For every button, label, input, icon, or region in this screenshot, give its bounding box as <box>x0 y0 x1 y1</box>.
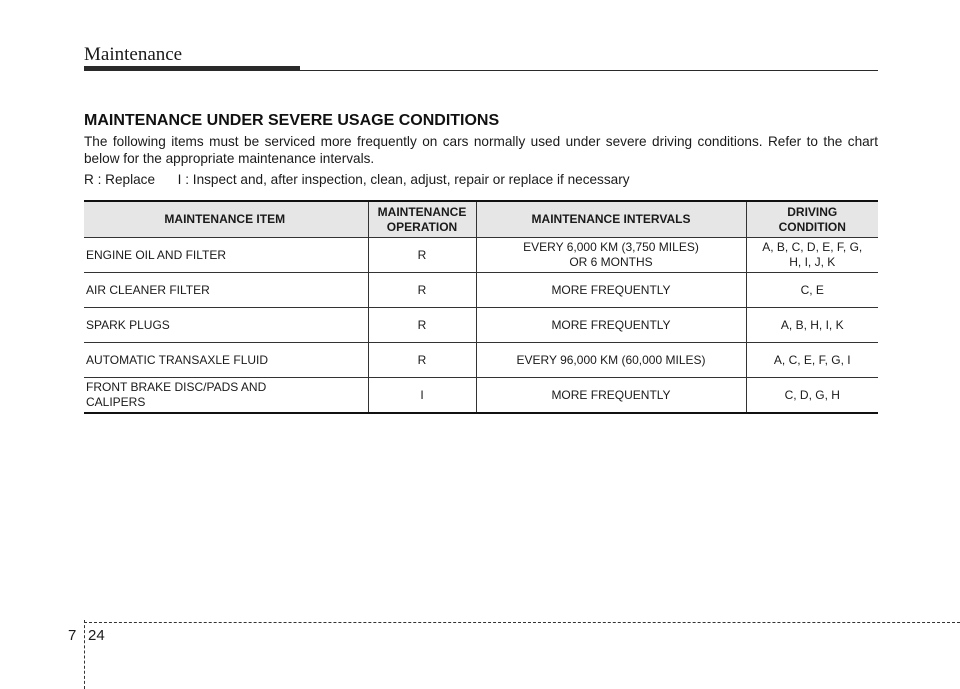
page-title: MAINTENANCE UNDER SEVERE USAGE CONDITIONS <box>84 112 500 129</box>
col-header-operation: MAINTENANCE OPERATION <box>368 201 476 238</box>
col-header-item: MAINTENANCE ITEM <box>84 201 368 238</box>
maintenance-table <box>84 200 878 414</box>
cell-item: FRONT BRAKE DISC/PADS AND CALIPERS <box>84 378 368 414</box>
cell-interval: MORE FREQUENTLY <box>476 273 746 308</box>
table-row <box>84 343 878 378</box>
header-rule-thin <box>300 70 878 71</box>
col-header-condition: DRIVING CONDITION <box>746 201 878 238</box>
cell-operation: R <box>368 273 476 308</box>
page-number: 24 <box>88 627 105 644</box>
cell-interval: EVERY 6,000 KM (3,750 MILES) OR 6 MONTHS <box>476 238 746 273</box>
intro-paragraph: The following items must be serviced more frequently on cars normally used under severe driving conditions. Refer to the chart below for the appropriate maintenance intervals. <box>84 134 878 166</box>
footer-vertical-rule <box>84 620 85 689</box>
cell-operation: R <box>368 238 476 273</box>
cell-operation: R <box>368 308 476 343</box>
cell-condition: A, B, C, D, E, F, G, H, I, J, K <box>746 238 878 273</box>
cell-interval: EVERY 96,000 KM (60,000 MILES) <box>476 343 746 378</box>
cell-condition: C, E <box>746 273 878 308</box>
col-header-interval: MAINTENANCE INTERVALS <box>476 201 746 238</box>
cell-item: ENGINE OIL AND FILTER <box>84 238 368 273</box>
cell-item: AIR CLEANER FILTER <box>84 273 368 308</box>
table-row <box>84 308 878 343</box>
legend-text: R : Replace I : Inspect and, after inspection, clean, adjust, repair or replace if necessary <box>84 172 630 187</box>
cell-interval: MORE FREQUENTLY <box>476 378 746 414</box>
header-rule-thick <box>84 66 300 71</box>
cell-interval: MORE FREQUENTLY <box>476 308 746 343</box>
footer-horizontal-rule <box>84 622 960 623</box>
chapter-number: 7 <box>68 627 77 644</box>
cell-operation: R <box>368 343 476 378</box>
cell-condition: C, D, G, H <box>746 378 878 414</box>
table-header-row <box>84 201 878 238</box>
cell-item: AUTOMATIC TRANSAXLE FLUID <box>84 343 368 378</box>
cell-operation: I <box>368 378 476 414</box>
cell-condition: A, C, E, F, G, I <box>746 343 878 378</box>
table-row <box>84 378 878 414</box>
table-row <box>84 273 878 308</box>
table-row <box>84 238 878 273</box>
cell-item: SPARK PLUGS <box>84 308 368 343</box>
cell-condition: A, B, H, I, K <box>746 308 878 343</box>
section-header: Maintenance <box>84 44 183 65</box>
